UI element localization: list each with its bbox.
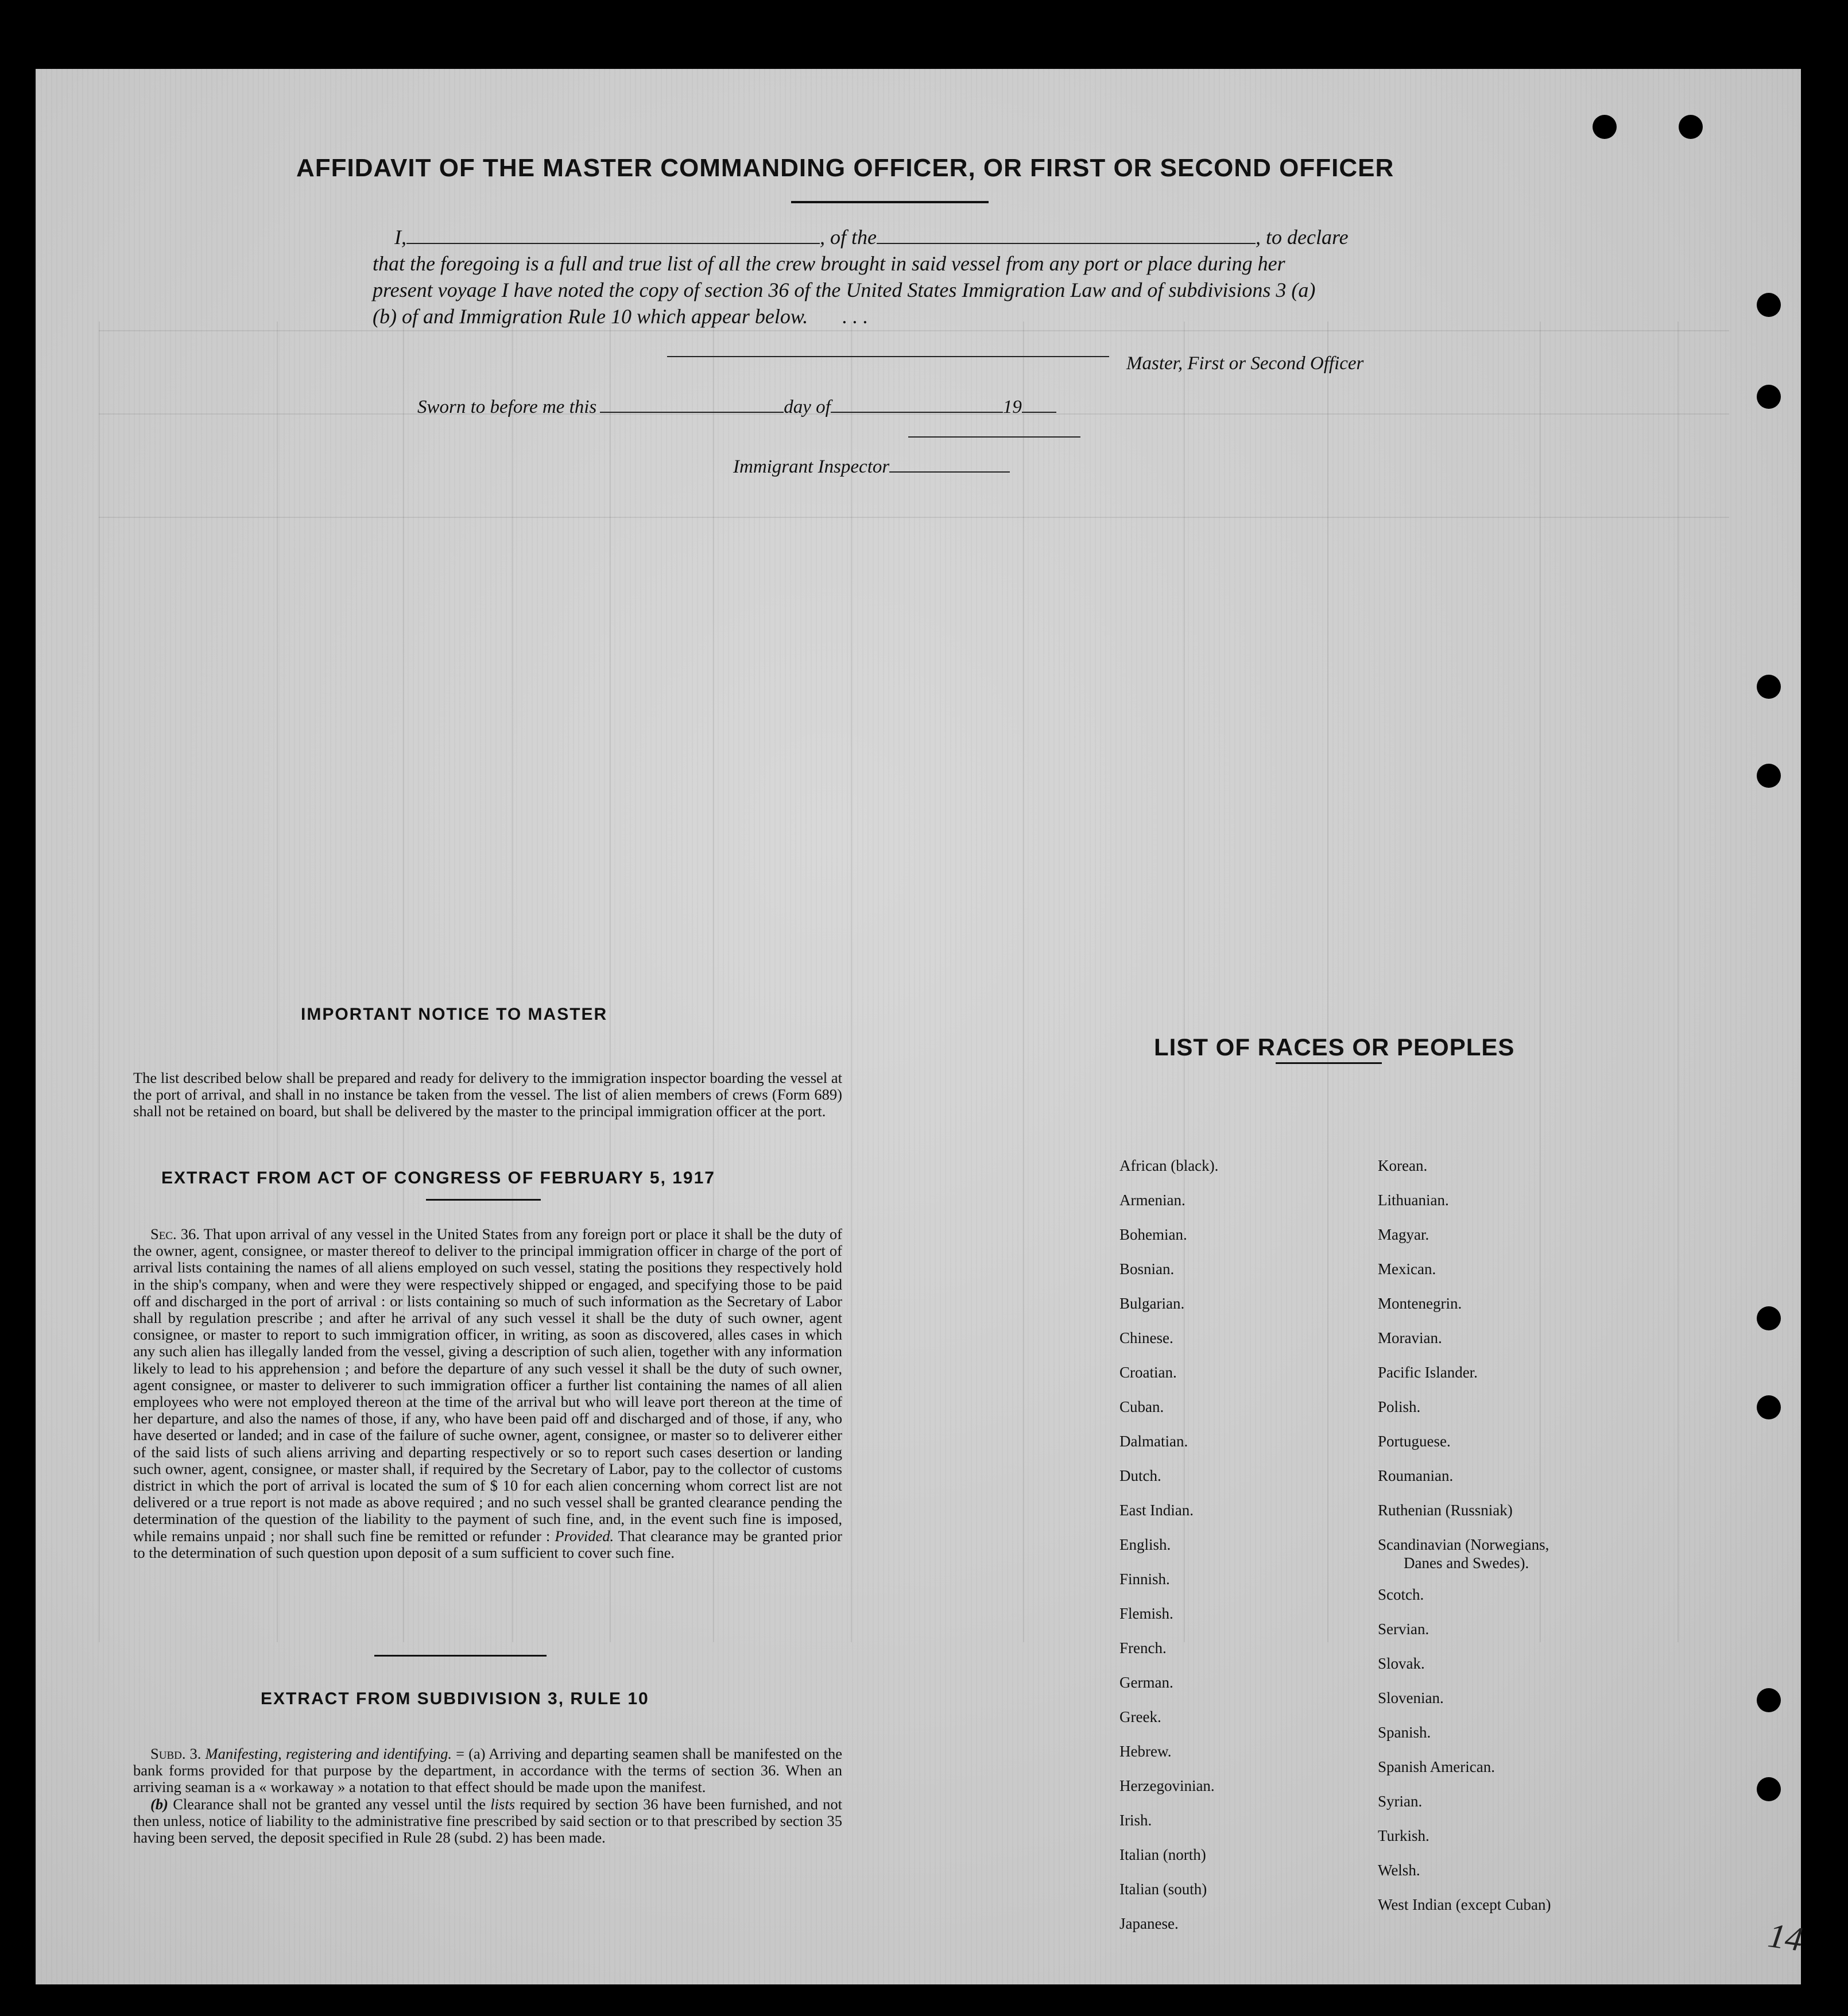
affidavit-line-2: that the foregoing is a full and true list of all the crew brought in said vessel from any port or place during her — [373, 252, 1285, 275]
races-title-underline — [1276, 1062, 1382, 1064]
race-item: Spanish American. — [1378, 1758, 1495, 1775]
race-item: English. — [1119, 1536, 1171, 1553]
race-item: Bulgarian. — [1119, 1295, 1185, 1312]
race-item: Finnish. — [1119, 1570, 1170, 1588]
race-item: Portuguese. — [1378, 1433, 1451, 1450]
race-item: Polish. — [1378, 1398, 1421, 1415]
race-item-continuation: Danes and Swedes). — [1404, 1554, 1529, 1572]
affidavit-title: AFFIDAVIT OF THE MASTER COMMANDING OFFICER, OR FIRST OR SECOND OFFICER — [296, 154, 1394, 182]
provided-text: Provided. — [555, 1527, 614, 1545]
punch-hole — [1593, 115, 1617, 139]
to-declare-label: , to declare — [1255, 226, 1349, 249]
race-item: Ruthenian (Russniak) — [1378, 1502, 1513, 1519]
sworn-line — [417, 394, 1056, 420]
race-item: Flemish. — [1119, 1605, 1173, 1622]
race-item: Armenian. — [1119, 1191, 1185, 1209]
master-signature-label: Master, First or Second Officer — [1126, 353, 1364, 374]
race-item: Japanese. — [1119, 1915, 1179, 1932]
punch-hole — [1757, 385, 1781, 409]
month-blank[interactable] — [831, 394, 1003, 413]
day-of-label: day of — [784, 397, 831, 417]
notice-body: The list described below shall be prepared and ready for delivery to the immigration inspector boarding the vessel at the port of arrival, and shall in no instance be taken from the vessel. The list of alien members of crews (Form 689) shall not be retained on board, but shall be delivered by the master to the principal immigration officer at the port. — [133, 1069, 842, 1120]
race-item: Dalmatian. — [1119, 1433, 1188, 1450]
vessel-blank[interactable] — [877, 226, 1256, 244]
para-b-text-2: required by section 36 have been furnished, and not then unless, notice of liability to the administrative fine prescribed by said section or to that prescribed by section 35 having been served, the deposit specified in Rule 28 (subd. 2) has been made. — [133, 1795, 843, 1847]
sec-36-text: That upon arrival of any vessel in the United States from any foreign port or place it shall be the duty of the owner, agent, consignee, or master thereof to deliver to the principal immigration officer in charge of the port of arrival lists containing the names of all aliens employed on such vessel, stating the positions they respectively hold in the ship's company, when and were they were respectively shipped or engaged, and specifying those to be paid off and discharged in the port of arrival : or lists containing so much of such information as the Secretary of Labor shall by regulation prescribe ; and after he arrival of any such vessel it shall be the duty of such owner, agent consignee, or master to report to such immigration officer, in writing, as soon as discovered, alles cases in which any such alien has illegally landed from the vessel, giving a description of such alien, together with any information likely to lead to his apprehension ; and before the departure of any such vessel it shall be the duty of such owner, agent consignee, or master to deliverer to such immigration officer a further list containing the names of all alien employees who were not employed thereon at the time of the arrival but who will leave port thereon at the time of her departure, and also the names of those, if any, who have been paid off and discharged and of those, if any, who have deserted or landed; and in case of the failure of suche owner, agent, consignee, or master so to deliverer either of the said lists of such aliens arriving and departing respectively or so to report such cases desertion or landing such owner, agent, consignee, or master shall, if required by the Secretary of Labor, pay to the collector of customs district in which the port of arrival is located the sum of $ 10 for each alien concerning whom correct list are not delivered or a true report is not made as above required ; and no such vessel shall be granted clearance pending the determination of the question of the liability to the payment of such fine, and, in the event such fine is imposed, while remains unpaid ; nor shall such fine be remitted or refunder : — [133, 1225, 842, 1545]
race-item: East Indian. — [1119, 1502, 1194, 1519]
punch-hole — [1757, 1395, 1781, 1419]
race-item: Syrian. — [1378, 1793, 1423, 1810]
para-b-label: (b) — [150, 1795, 168, 1813]
race-item: Mexican. — [1378, 1260, 1436, 1278]
section-divider — [374, 1655, 547, 1657]
race-item: Greek. — [1119, 1708, 1161, 1725]
race-item: West Indian (except Cuban) — [1378, 1896, 1551, 1913]
race-item: Montenegrin. — [1378, 1295, 1462, 1312]
of-the-label: , of the — [820, 226, 877, 249]
race-item: Bohemian. — [1119, 1226, 1187, 1243]
para-b-lists: lists — [490, 1795, 516, 1813]
race-item: Italian (south) — [1119, 1880, 1207, 1898]
race-item: Scandinavian (Norwegians, — [1378, 1536, 1549, 1553]
sec-36-label: Sec. 36. — [150, 1225, 200, 1243]
subd-3-label: Subd. 3. — [150, 1745, 202, 1762]
race-item: Welsh. — [1378, 1862, 1420, 1879]
race-item: Slovenian. — [1378, 1689, 1444, 1707]
line-4-text: (b) of and Immigration Rule 10 which appear below. — [373, 305, 808, 328]
race-item: Croatian. — [1119, 1364, 1177, 1381]
race-item: Bosnian. — [1119, 1260, 1175, 1278]
race-item: French. — [1119, 1639, 1167, 1657]
rule-extract-body — [133, 1746, 842, 1846]
handwritten-page-mark: 14 — [1765, 1916, 1806, 1959]
race-item: Spanish. — [1378, 1724, 1431, 1741]
punch-hole — [1757, 1306, 1781, 1330]
race-item: Magyar. — [1378, 1226, 1429, 1243]
race-item: Slovak. — [1378, 1655, 1425, 1672]
line-4-dots: . . . — [842, 305, 869, 328]
act-title-underline — [426, 1199, 541, 1201]
race-item: African (black). — [1119, 1157, 1219, 1174]
punch-hole — [1757, 764, 1781, 788]
punch-hole — [1679, 115, 1703, 139]
race-item: Irish. — [1119, 1812, 1152, 1829]
race-item: Roumanian. — [1378, 1467, 1454, 1484]
i-label: I, — [394, 226, 406, 249]
inspector-label: Immigrant Inspector — [733, 456, 890, 477]
race-item: German. — [1119, 1674, 1173, 1691]
affidavit-line-4 — [373, 303, 868, 330]
race-item: Hebrew. — [1119, 1743, 1172, 1760]
race-item: Dutch. — [1119, 1467, 1161, 1484]
year-label: 19 — [1002, 397, 1022, 417]
inspector-line — [733, 454, 1010, 480]
race-item: Cuban. — [1119, 1398, 1164, 1415]
punch-hole — [1757, 1777, 1781, 1801]
title-underline — [791, 201, 989, 203]
race-item: Italian (north) — [1119, 1846, 1206, 1863]
race-item: Herzegovinian. — [1119, 1777, 1215, 1794]
year-blank[interactable] — [1022, 394, 1056, 413]
race-item: Servian. — [1378, 1620, 1429, 1638]
race-item: Scotch. — [1378, 1586, 1424, 1603]
notice-title: IMPORTANT NOTICE TO MASTER — [301, 1005, 608, 1024]
subd-3-title: Manifesting, registering and identifying. — [205, 1745, 452, 1762]
sec-36-tail: That clearance may be granted prior to the determination of such question upon deposit of a sum sufficient to cover such fine. — [133, 1527, 842, 1561]
document-page — [36, 69, 1806, 1984]
name-blank[interactable] — [406, 226, 820, 244]
race-item: Pacific Islander. — [1378, 1364, 1478, 1381]
subd-3-para-a: = (a) Arriving and departing seamen shall be manifested on the bank forms provided for that purpose by the department, in accordance with the terms of section 36. When an arriving seaman is a « workaway » a notation to that effect should be made upon the manifest. — [133, 1745, 842, 1796]
affidavit-line-1 — [394, 224, 1349, 250]
act-extract-title: EXTRACT FROM ACT OF CONGRESS OF FEBRUARY 5, 1917 — [161, 1168, 715, 1187]
punch-hole — [1757, 675, 1781, 699]
para-b-text-1: Clearance shall not be granted any vessel until the — [173, 1795, 486, 1813]
race-item: Moravian. — [1378, 1329, 1442, 1346]
races-title: LIST OF RACES OR PEOPLES — [1154, 1034, 1515, 1061]
race-item: Lithuanian. — [1378, 1191, 1449, 1209]
race-item: Korean. — [1378, 1157, 1428, 1174]
inspector-blank[interactable] — [889, 454, 1010, 473]
inspector-line-top[interactable] — [908, 436, 1080, 438]
sworn-day-blank[interactable] — [600, 394, 784, 413]
sworn-label: Sworn to before me this — [417, 397, 597, 417]
punch-hole — [1757, 1688, 1781, 1712]
act-extract-body — [133, 1226, 842, 1561]
rule-extract-title: EXTRACT FROM SUBDIVISION 3, RULE 10 — [261, 1689, 649, 1708]
affidavit-line-3: present voyage I have noted the copy of section 36 of the United States Immigration Law and of subdivisions 3 (a) — [373, 278, 1316, 301]
punch-hole — [1757, 293, 1781, 317]
master-signature-line[interactable] — [667, 356, 1109, 357]
race-item: Chinese. — [1119, 1329, 1173, 1346]
race-item: Turkish. — [1378, 1827, 1429, 1844]
